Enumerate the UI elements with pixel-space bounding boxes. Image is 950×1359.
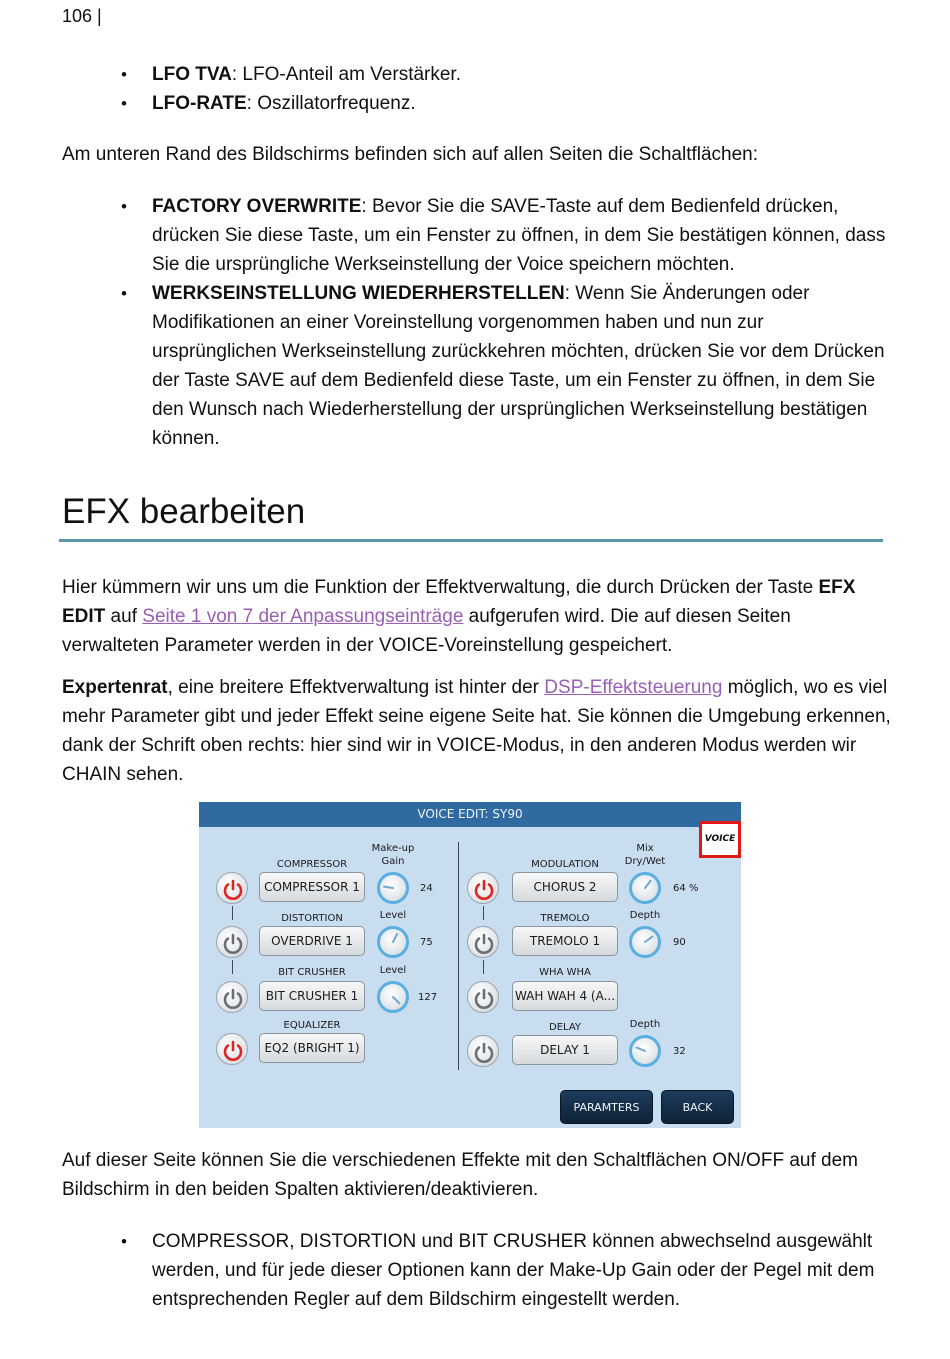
- paragraph-on-off: Auf dieser Seite können Sie die verschiedenen Effekte mit den Schaltflächen ON/OFF auf dem Bildschirm in den beiden Spalten aktivieren/deaktivieren.: [62, 1150, 858, 1200]
- parameters-button[interactable]: PARAMTERS: [560, 1090, 653, 1124]
- param-value: 75: [420, 937, 433, 948]
- list-item: [62, 1227, 887, 1314]
- category-label: WHA WHA: [539, 967, 591, 978]
- power-toggle-delay[interactable]: [467, 1035, 499, 1067]
- paragraph-efx-intro: [62, 573, 892, 660]
- voice-edit-screenshot: [199, 802, 741, 1128]
- param-value: 64 %: [673, 883, 699, 894]
- power-toggle-bit-crusher[interactable]: [216, 981, 248, 1013]
- category-label: DISTORTION: [281, 913, 343, 924]
- para-bold: EFX EDIT: [62, 577, 856, 627]
- paragraph-expert-tip: [62, 673, 892, 789]
- power-toggle-distortion[interactable]: [216, 926, 248, 958]
- chain-connector: [483, 906, 484, 920]
- category-label: COMPRESSOR: [276, 859, 348, 870]
- power-toggle-wha-wha[interactable]: [467, 981, 499, 1013]
- knob-make-up-gain[interactable]: [377, 872, 409, 904]
- link-dsp-effects[interactable]: DSP-Effektsteuerung: [544, 677, 723, 698]
- para-text: aufgerufen wird. Die auf diesen Seiten verwalteten Parameter werden in der VOICE-Voreinstellung gespeichert.: [62, 606, 791, 656]
- knob-level[interactable]: [377, 981, 409, 1013]
- param-value: 32: [673, 1046, 686, 1057]
- list-term: LFO TVA: [152, 64, 232, 85]
- para-text: Hier kümmern wir uns um die Funktion der Effektverwaltung, die durch Drücken der Taste: [62, 577, 819, 598]
- effects-list: [62, 1227, 887, 1314]
- list-text: : Bevor Sie die SAVE-Taste auf dem Bedienfeld drücken, drücken Sie diese Taste, um ein Fenster zu öffnen, in dem Sie bestätigen können, dass Sie die ursprüngliche Werkseinstellung der Voice speichern möchten.: [152, 196, 886, 275]
- param-label: Make-up Gain: [371, 843, 415, 867]
- effect-button-wha-wha[interactable]: WAH WAH 4 (A...: [512, 981, 618, 1011]
- column-divider: [458, 842, 459, 1070]
- effect-button-tremolo[interactable]: TREMOLO 1: [512, 926, 618, 956]
- heading-underline: [59, 539, 883, 542]
- param-label: Depth: [629, 910, 661, 921]
- list-text: : Oszillatorfrequenz.: [246, 93, 416, 114]
- list-text: : Wenn Sie Änderungen oder Modifikationen an einer Voreinstellung vorgenommen haben und nun zur ursprünglichen Werkseinstellung zurückkehren möchten, drücken Sie vor dem Drücken der Taste SAVE auf dem Bedienfeld diese Taste, um ein Fenster zu öffnen, in dem Sie den Wunsch nach Wiederherstellung der ursprünglichen Werkseinstellung bestätigen können.: [152, 283, 885, 449]
- link-customization-page[interactable]: Seite 1 von 7 der Anpassungseinträge: [142, 606, 464, 627]
- param-label: Level: [379, 910, 407, 921]
- category-label: EQUALIZER: [283, 1020, 341, 1031]
- para-bold: Expertenrat: [62, 677, 168, 698]
- knob-depth[interactable]: [629, 926, 661, 958]
- power-toggle-tremolo[interactable]: [467, 926, 499, 958]
- power-toggle-compressor[interactable]: [216, 872, 248, 904]
- para-text: möglich, wo es viel mehr Parameter gibt und jeder Effekt seine eigene Seite hat. Sie können die Umgebung erkennen, dank der Schrift oben rechts: hier sind wir in VOICE-Modus, in den anderen Modus werden wir CHAIN sehen.: [62, 677, 891, 785]
- category-label: MODULATION: [531, 859, 599, 870]
- back-button[interactable]: BACK: [661, 1090, 734, 1124]
- knob-mix-dry-wet[interactable]: [629, 872, 661, 904]
- param-label: Level: [379, 965, 407, 976]
- lfo-list: [62, 60, 882, 118]
- list-item: [62, 192, 887, 279]
- param-label: Mix Dry/Wet: [624, 843, 666, 867]
- category-label: DELAY: [549, 1022, 581, 1033]
- chain-connector: [483, 960, 484, 974]
- list-term: WERKSEINSTELLUNG WIEDERHERSTELLEN: [152, 283, 565, 304]
- list-text: : LFO-Anteil am Verstärker.: [231, 64, 461, 85]
- list-item: [62, 279, 887, 453]
- knob-level[interactable]: [377, 926, 409, 958]
- list-item: [62, 60, 882, 89]
- list-text: COMPRESSOR, DISTORTION und BIT CRUSHER können abwechselnd ausgewählt werden, und für jede dieser Optionen kann der Make-Up Gain oder der Pegel mit dem entsprechenden Regler auf dem Bildschirm eingestellt werden.: [152, 1231, 875, 1310]
- para-text: , eine breitere Effektverwaltung ist hinter der: [167, 677, 545, 698]
- effect-button-modulation[interactable]: CHORUS 2: [512, 872, 618, 902]
- category-label: BIT CRUSHER: [278, 967, 346, 978]
- knob-depth[interactable]: [629, 1035, 661, 1067]
- section-heading: EFX bearbeiten: [62, 492, 306, 531]
- list-term: FACTORY OVERWRITE: [152, 196, 362, 217]
- chain-connector: [232, 906, 233, 920]
- buttons-list: [62, 192, 887, 453]
- effect-button-distortion[interactable]: OVERDRIVE 1: [259, 926, 365, 956]
- list-term: LFO-RATE: [152, 93, 247, 114]
- mode-badge: VOICE: [699, 821, 741, 858]
- param-value: 90: [673, 937, 686, 948]
- param-value: 24: [420, 883, 433, 894]
- effect-button-delay[interactable]: DELAY 1: [512, 1035, 618, 1065]
- page-number: 106 |: [62, 6, 102, 26]
- effect-button-compressor[interactable]: COMPRESSOR 1: [259, 872, 365, 902]
- effect-button-bit-crusher[interactable]: BIT CRUSHER 1: [259, 981, 365, 1011]
- screen-title: VOICE EDIT: SY90: [199, 802, 741, 827]
- power-toggle-modulation[interactable]: [467, 872, 499, 904]
- para-text: auf: [105, 606, 143, 627]
- intro-paragraph: Am unteren Rand des Bildschirms befinden sich auf allen Seiten die Schaltflächen:: [62, 144, 759, 165]
- param-value: 127: [418, 992, 438, 1003]
- power-toggle-equalizer[interactable]: [216, 1033, 248, 1065]
- effect-button-equalizer[interactable]: EQ2 (BRIGHT 1): [259, 1033, 365, 1063]
- category-label: TREMOLO: [540, 913, 590, 924]
- list-item: [62, 89, 882, 118]
- param-label: Depth: [629, 1019, 661, 1030]
- chain-connector: [232, 960, 233, 974]
